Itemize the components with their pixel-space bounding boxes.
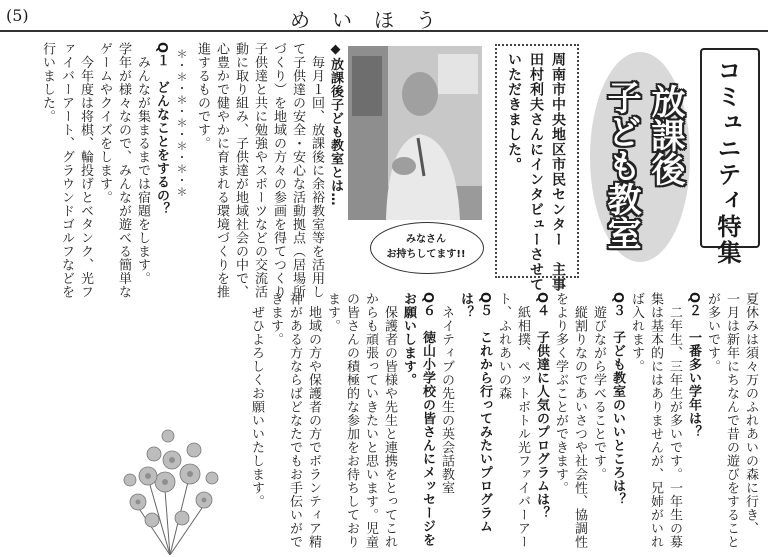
- text-line: みんなが集まるまでは宿題をします。: [135, 42, 150, 285]
- question-heading: お願いします。: [401, 292, 416, 387]
- text-line: 進するものです。: [195, 42, 210, 150]
- page-number: (5): [6, 6, 29, 25]
- question-heading: Q３ 子ども教室のいいところは？: [610, 292, 625, 507]
- text-line: て子供達の安全・安心な活動拠点（居場所: [290, 42, 305, 299]
- text-line: ば入れます。: [629, 292, 644, 373]
- text-line: 子供達と共に勉強やスポーツなどの交流活: [252, 42, 267, 299]
- speech-bubble-line-2: お持ちしてます!!: [386, 249, 466, 260]
- text-line: が多いです。: [705, 292, 720, 373]
- intro-line-2: 田村利夫さんにインタビューさせて: [528, 52, 544, 292]
- text-line: ト、ふれあいの森: [496, 292, 511, 400]
- text-line: 遊びながら学べることです。: [591, 292, 606, 481]
- text-line: ゲームやクイズをします。: [97, 42, 112, 204]
- text-line: からも頑張っていきたいと思います。児童: [363, 292, 378, 549]
- text-line: 夏休みは須々万のふれあいの森に行き、: [743, 292, 758, 535]
- text-line: ぜひよろしくお願いいたします。: [249, 292, 264, 508]
- question-heading: Q１ どんなことをするの？: [154, 42, 169, 216]
- question-heading: Q４ 子供達に人気のプログラムは？: [534, 292, 549, 520]
- question-heading: は？: [458, 292, 473, 319]
- header-divider: [0, 30, 768, 32]
- text-line: きます。: [268, 292, 283, 346]
- text-line: をより多く学ぶことができます。: [553, 292, 568, 495]
- text-line: 縦割りなのであいさつや社会性、協調性: [572, 292, 587, 549]
- feature-title-line-2: 子ども教室: [601, 80, 641, 250]
- question-heading: Q６ 徳山小学校の皆さんにメッセージを: [420, 292, 435, 547]
- text-line: 毎月１回、放課後に余裕教室等を活用し: [309, 42, 324, 299]
- text-line: 紙相撲、ペットボトル光ファイバーアー: [515, 292, 530, 549]
- feature-title-line-1: 放課後: [645, 84, 685, 186]
- newsletter-title: めいほう: [290, 8, 458, 32]
- text-line: ます。: [325, 292, 340, 333]
- text-line: 集は基本的にはありませんが、兄姉がいれ: [648, 292, 663, 549]
- interview-photo: [348, 46, 482, 220]
- text-line: ァイバーアート、グラウンドゴルフなどを: [59, 42, 74, 299]
- intro-line-3: いただきました。: [506, 52, 522, 172]
- text-line: 行いました。: [40, 42, 55, 123]
- text-line: 動に取り組み、子供達が地域社会の中で、: [233, 42, 248, 299]
- text-line: 保護者の皆様や先生と連携をとってこれ: [382, 292, 397, 549]
- text-line: ネイティブの先生の英会話教室: [439, 292, 454, 495]
- photo-illustration: [348, 46, 482, 220]
- speech-bubble-line-1: みなさん: [406, 234, 446, 245]
- text-line: 地域の方や保護者の方でボランティア精: [306, 292, 321, 549]
- question-heading: Q５ これから行ってみたいプログラム: [477, 292, 492, 534]
- text-line: の皆さんの積極的な参加をお待ちしており: [344, 292, 359, 549]
- text-line: 今年度は将棋、輪投げとベタンク、光フ: [78, 42, 93, 299]
- flower-bouquet-illustration: [110, 390, 230, 555]
- text-line: 神がある方ならばどなたでもお手伝いがで: [287, 292, 302, 549]
- feature-banner-text: コミュニティ特集: [713, 58, 741, 266]
- decorative-divider: ＊・＊・＊・＊・＊・＊・＊: [175, 48, 188, 198]
- text-line: 二年生、三年生が多いです。一年生の募: [667, 292, 682, 549]
- intro-line-1: 周南市中央地区市民センター 主事: [550, 52, 566, 292]
- text-line: 学年が様々なので、みんなが遊べる簡単な: [116, 42, 131, 299]
- text-line: づくり）を地域の方々の参画を得てつくり: [271, 42, 286, 299]
- text-line: 一月は新年にちなんで昔の遊びをすること: [724, 292, 739, 549]
- section-heading: ◆放課後子ども教室とは…: [328, 42, 343, 206]
- question-heading: Q２ 一番多い学年は？: [686, 292, 701, 439]
- text-line: 心豊かで健やかに育まれる環境づくりを推: [214, 42, 229, 299]
